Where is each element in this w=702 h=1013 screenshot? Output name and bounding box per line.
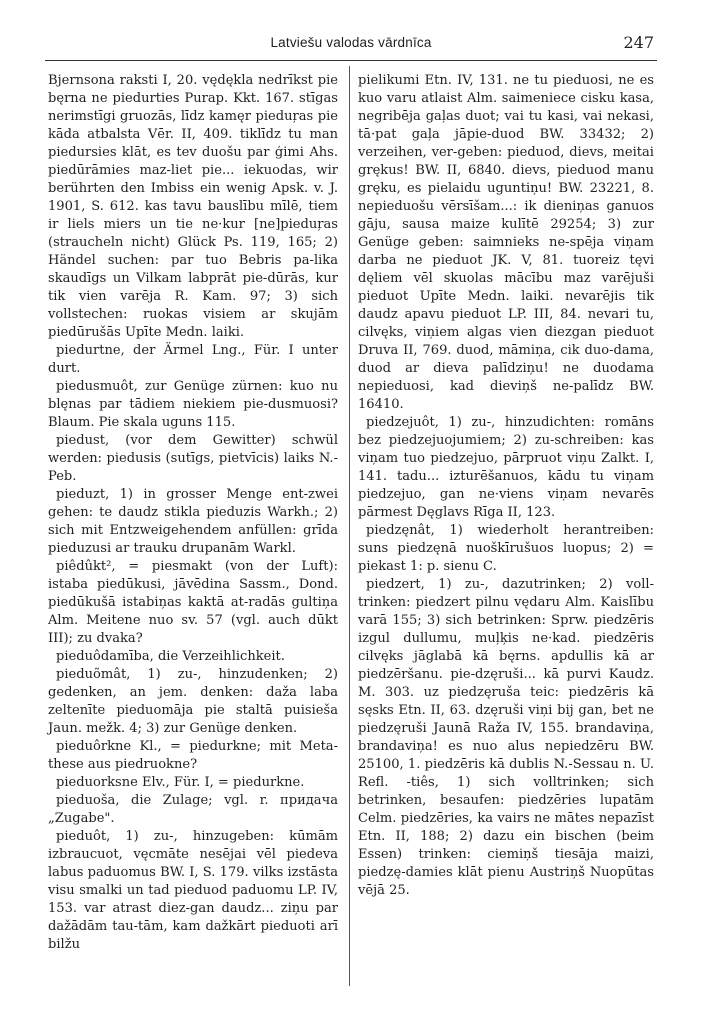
entry-continuation: pielikumi Etn. IV, 131. ne tu pieduosi, ne es kuo varu atlaist Alm. saimeniece cisku kasa, negribēja gaļas duot; vai tu kasi, vai nekasi, tā·pat gaļa jāpie-duod BW. 33432; 2) verzeihen, ver-geben: pieduod, dievs, meitai grękus! BW. II, 6840. dievs, pieduod manu gręku, es pielaidu uguntiņu! BW. 23221, 8. nepieduošu vērsīšam...: ik dieniņas ganuos gāju, sausa maize kulītē 29254; 3) zur Genüge geben: saimnieks ne-spēja viņam darba ne pieduot JK. V, 81. tuoreiz tęvi dęliem vēl skuolas mācību maz varējuši pieduot Upīte Medn. laiki. nevarējis tik daudz apavu pieduot LP. III, 84. nevari tu, cilvęks, viņiem algas vien diezgan pieduot Druva II, 769. duod, māmiņa, cik duo-dama, duod ar dieva palīdziņu! ne duodama nepieduosi, kad dieviņš ne-palīdz BW. 16410. [358,73,654,412]
dictionary-entry: pieduôt, 1) zu-, hinzugeben: kūmām izbraucuot, vęcmāte nesējai vēl piedeva labus paduomus BW. I, S. 179. vilks izstāsta visu smalki un tad pieduod paduomu LP. IV, 153. var atrast diez-gan daudz... ziņu par dažādām tau-tām, kam dažkārt pieduoti arī bilžu [48,829,338,952]
dictionary-entry: pieduôdamība, die Verzeihlichkeit. [56,649,285,664]
left-column [48,72,338,954]
dictionary-entry: pieduorksne Elv., Für. I, = piedurkne. [56,775,305,790]
page-number: 247 [623,33,654,52]
dictionary-entry: piedusmuôt, zur Genüge zürnen: kuo nu blęnas par tādiem niekiem pie-dusmuosi? Blaum. Pie skala uguns 115. [48,379,338,430]
header-rule [45,60,657,61]
right-column [358,72,654,900]
entry-continuation: Bjernsona raksti I, 20. vędękla nedrīkst pie bęrna ne piedurties Purap. Kkt. 167. stīgas nerimstīgi gruozās, līdz kamęr pieduŗas pie kāda atbalsta Vēr. II, 409. tiklīdz tu man piedursies klāt, es tev duošu par ģimi Ahs. piedūrāmies maz-liet pie... iekuodas, wir berührten den Imbiss ein wenig Apsk. v. J. 1901, S. 612. kas tavu bauslību mīlē, tiem ir liels miers un tie ne·kur [ne]pieduŗas (straucheln nicht) Glück Ps. 119, 165; 2) Händel suchen: par tuo Bebris pa-lika skaudīgs un Vilkam labprāt pie-dūrās, kur tik vien varēja R. Kam. 97; 3) sich vollstechen: ruokas visiem ar skujām piedūrušās Upīte Medn. laiki. [48,73,338,340]
dictionary-entry: piedzejuôt, 1) zu-, hinzudichten: romāns bez piedzejuojumiem; 2) zu-schreiben: kas viņam tuo piedzejuo, pārpruot viņu Zalkt. I, 141. tadu... izturēšanuos, kādu tu viņam piedzejuo, gan ne·viens viņam nevarēs pārmest Dęglavs Rīga II, 123. [358,415,654,520]
page-header [0,33,702,55]
dictionary-entry: piedurtne, der Ärmel Lng., Für. I unter durt. [48,343,338,376]
dictionary-entry: piedzęnât, 1) wiederholt herantreiben: suns piedzęnā nuoškīrušuos luopus; 2) = piekast 1: p. sienu C. [358,523,654,574]
dictionary-entry: pieduôrkne Kl., = piedurkne; mit Meta-these aus piedruokne? [48,739,338,772]
column-divider [349,66,350,986]
dictionary-entry: piêdûkt², = piesmakt (von der Luft): istaba piedūkusi, jāvēdina Sassm., Dond. piedūkušā istabiņas kaktā at-radās gultiņa Alm. Meitene nuo sv. 57 (vgl. auch dūkt III); zu dvaka? [48,559,338,646]
dictionary-entry: pieduzt, 1) in grosser Menge ent-zwei gehen: te daudz stikla pieduzis Warkh.; 2) sich mit Entzweigehendem anfüllen: grīda pieduzusi ar trauku drupanām Warkl. [48,487,338,556]
dictionary-entry: pieduoša, die Zulage; vgl. r. придача „Zugabe". [48,793,338,826]
dictionary-entry: piedust, (vor dem Gewitter) schwül werden: piedusis (sutīgs, pietvīcis) laiks N.-Peb. [48,433,338,484]
dictionary-entry: piedzert, 1) zu-, dazutrinken; 2) voll-trinken: piedzert pilnu vędaru Alm. Kaislību varā 155; 3) sich betrinken: Sprw. piedzēris izgul dullumu, muļķis ne·kad. piedzēris cilvęks jāglabā kā bęrns. apdullis kā ar piedzēršanu. pie-dzęruši... kā purvi Kaudz. M. 303. uz piedzęruša teic: piedzēris kā sęsks Etn. II, 63. dzęruši viņi bij gan, bet ne piedzęruši Jaunā Raža IV, 155. brandaviņa, brandaviņa! es nuo alus nepiedzēru BW. 25100, 1. piedzēris kā dublis N.-Sessau n. U. Refl. -tiês, 1) sich volltrinken; sich betrinken, besaufen: piedzēries lupatām Celm. piedzēries, ka vairs ne mātes nepazīst Etn. II, 188; 2) dazu ein bischen (beim Essen) trinken: ciemiņš tiesāja maizi, piedzę-damies klāt pienu Austriņš Nuopūtas vējā 25. [358,577,654,898]
dictionary-entry: pieduõmât, 1) zu-, hinzudenken; 2) gedenken, an jem. denken: daža laba zeltenīte pieduomāja pie staltā puisieša Jaun. mežk. 4; 3) zur Genüge denken. [48,667,338,736]
running-title: Latviešu valodas vārdnīca [270,35,432,50]
